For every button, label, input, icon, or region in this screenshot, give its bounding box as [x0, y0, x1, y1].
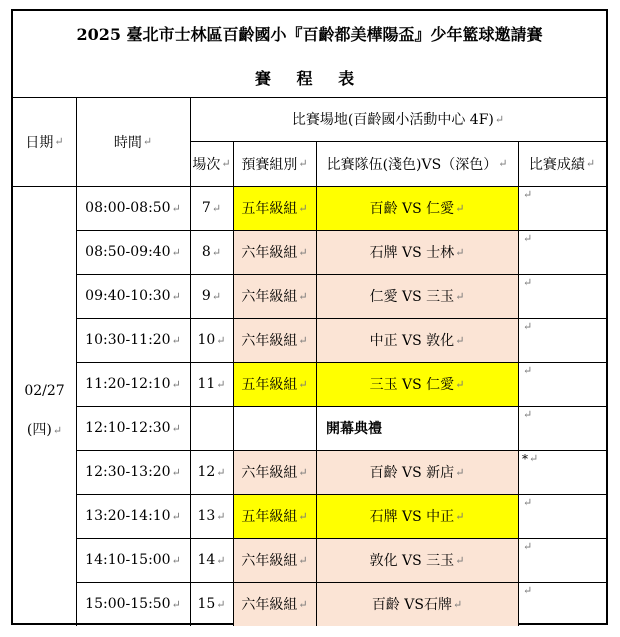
- paragraph-mark: ↵: [171, 201, 181, 215]
- paragraph-mark: ↵: [171, 597, 181, 611]
- time-cell: 10:30-11:20 ↵: [85, 332, 181, 348]
- group-cell: 六年級組 ↵: [241, 333, 308, 349]
- result-cell: [518, 318, 606, 362]
- header-result: 比賽成績 ↵: [528, 156, 596, 173]
- paragraph-mark: ↵: [529, 452, 539, 465]
- match-cell: 三玉 VS 仁愛 ↵: [369, 377, 465, 393]
- paragraph-mark: ↵: [221, 157, 231, 170]
- paragraph-mark: ↵: [171, 509, 181, 523]
- grid-line: [76, 406, 606, 407]
- grid-line: [76, 582, 606, 583]
- paragraph-mark: ↵: [523, 364, 533, 377]
- grid-line: [76, 318, 606, 319]
- header-group: 預賽組別 ↵: [241, 156, 308, 173]
- paragraph-mark: ↵: [216, 509, 226, 523]
- result-cell: [518, 274, 606, 318]
- paragraph-mark: ↵: [298, 201, 308, 215]
- paragraph-mark: ↵: [585, 157, 596, 170]
- time-cell: 14:10-15:00 ↵: [85, 552, 181, 568]
- paragraph-mark: ↵: [455, 201, 465, 215]
- paragraph-mark: ↵: [298, 465, 308, 479]
- paragraph-mark: ↵: [498, 157, 508, 170]
- time-cell: 09:40-10:30 ↵: [85, 288, 181, 304]
- time-cell: 15:00-15:50 ↵: [85, 596, 181, 612]
- paragraph-mark: ↵: [298, 597, 308, 611]
- match-cell: 百齡 VS石牌 ↵: [371, 597, 463, 613]
- result-cell: [518, 230, 606, 274]
- paragraph-mark: ↵: [171, 289, 181, 303]
- paragraph-mark: ↵: [455, 377, 465, 391]
- paragraph-mark: ↵: [523, 232, 533, 245]
- match-cell: 敦化 VS 三玉 ↵: [369, 553, 465, 569]
- group-cell: 五年級組 ↵: [241, 201, 308, 217]
- paragraph-mark: ↵: [298, 509, 308, 523]
- document-subtitle: 賽 程 表: [254, 68, 365, 88]
- result-cell: * ↵: [522, 452, 539, 466]
- result-cell: [518, 494, 606, 538]
- paragraph-mark: ↵: [455, 553, 465, 567]
- group-cell: 六年級組 ↵: [241, 245, 308, 261]
- paragraph-mark: ↵: [455, 465, 465, 479]
- grid-line: [76, 97, 77, 626]
- header-venue: 比賽場地(百齡國小活動中心 4F) ↵: [291, 112, 505, 128]
- paragraph-mark: ↵: [211, 245, 222, 259]
- game-number: 14 ↵: [197, 552, 226, 568]
- grid-line: [190, 97, 191, 626]
- game-number: 11 ↵: [197, 376, 226, 392]
- paragraph-mark: ↵: [455, 245, 465, 259]
- paragraph-mark: ↵: [142, 135, 153, 148]
- paragraph-mark: ↵: [523, 408, 533, 421]
- time-cell: 12:30-13:20 ↵: [85, 464, 181, 480]
- time-cell: 08:00-08:50 ↵: [85, 200, 181, 216]
- paragraph-mark: ↵: [298, 553, 308, 567]
- paragraph-mark: ↵: [171, 465, 181, 479]
- game-number: 13 ↵: [197, 508, 226, 524]
- date-weekday: (四)↵: [26, 422, 63, 438]
- paragraph-mark: ↵: [455, 289, 465, 303]
- header-teams: 比賽隊伍(淺色)VS（深色） ↵: [326, 156, 508, 173]
- paragraph-mark: ↵: [523, 320, 533, 333]
- match-cell: 百齡 VS 仁愛 ↵: [369, 201, 465, 217]
- paragraph-mark: ↵: [216, 465, 226, 479]
- game-number: 15 ↵: [197, 596, 226, 612]
- time-cell: 13:20-14:10 ↵: [85, 508, 181, 524]
- date-day: 02/27: [24, 383, 65, 399]
- group-cell: 六年級組 ↵: [241, 597, 308, 613]
- paragraph-mark: ↵: [298, 245, 308, 259]
- paragraph-mark: ↵: [298, 289, 308, 303]
- paragraph-mark: ↵: [216, 553, 226, 567]
- paragraph-mark: ↵: [171, 245, 181, 259]
- game-number: 10 ↵: [197, 332, 226, 348]
- grid-line: [76, 450, 606, 451]
- paragraph-mark: ↵: [523, 584, 533, 597]
- grid-line: [190, 141, 606, 142]
- group-cell: 六年級組 ↵: [241, 289, 308, 305]
- paragraph-mark: ↵: [171, 333, 181, 347]
- grid-line: [76, 494, 606, 495]
- group-cell: 五年級組 ↵: [241, 509, 308, 525]
- paragraph-mark: ↵: [523, 540, 533, 553]
- paragraph-mark: ↵: [494, 112, 505, 126]
- grid-line: [233, 141, 234, 626]
- schedule-document: [11, 9, 608, 625]
- paragraph-mark: ↵: [211, 201, 222, 215]
- time-cell: 08:50-09:40 ↵: [85, 244, 181, 260]
- ceremony-cell: 開幕典禮: [326, 421, 382, 437]
- date-cell: [13, 186, 76, 626]
- result-cell: [518, 538, 606, 582]
- paragraph-mark: ↵: [171, 553, 181, 567]
- header-game-no: 場次 ↵: [192, 156, 231, 173]
- match-cell: 百齡 VS 新店 ↵: [369, 465, 465, 481]
- paragraph-mark: ↵: [523, 496, 533, 509]
- paragraph-mark: ↵: [452, 597, 463, 611]
- result-cell: [518, 186, 606, 230]
- grid-line: [518, 141, 519, 626]
- paragraph-mark: ↵: [455, 509, 465, 523]
- time-cell: 12:10-12:30 ↵: [85, 420, 181, 436]
- game-number: 8 ↵: [201, 244, 222, 260]
- game-number: 12 ↵: [197, 464, 226, 480]
- grid-line: [76, 230, 606, 231]
- paragraph-mark: ↵: [298, 377, 308, 391]
- header-date: 日期 ↵: [25, 134, 64, 151]
- paragraph-mark: ↵: [455, 333, 465, 347]
- paragraph-mark: ↵: [171, 377, 181, 391]
- paragraph-mark: ↵: [216, 597, 226, 611]
- document-title: 2025 臺北市士林區百齡國小『百齡都美樺陽盃』少年籃球邀請賽: [76, 24, 543, 44]
- group-cell: 六年級組 ↵: [241, 465, 308, 481]
- game-number: 9 ↵: [201, 288, 222, 304]
- paragraph-mark: ↵: [211, 289, 222, 303]
- match-cell: 仁愛 VS 三玉 ↵: [369, 289, 465, 305]
- paragraph-mark: ↵: [216, 377, 226, 391]
- grid-line: [76, 362, 606, 363]
- match-cell: 石牌 VS 中正 ↵: [369, 509, 465, 525]
- grid-line: [316, 141, 317, 626]
- paragraph-mark: ↵: [171, 421, 181, 435]
- group-cell: 六年級組 ↵: [241, 553, 308, 569]
- grid-line: [76, 274, 606, 275]
- match-cell: 石牌 VS 士林 ↵: [369, 245, 465, 261]
- game-number: 7 ↵: [201, 200, 222, 216]
- result-cell: [518, 406, 606, 450]
- paragraph-mark: ↵: [216, 333, 226, 347]
- paragraph-mark: ↵: [52, 424, 63, 437]
- paragraph-mark: ↵: [523, 276, 533, 289]
- match-cell: 中正 VS 敦化 ↵: [369, 333, 465, 349]
- time-cell: 11:20-12:10 ↵: [85, 376, 181, 392]
- paragraph-mark: ↵: [54, 135, 64, 148]
- grid-line: [76, 538, 606, 539]
- paragraph-mark: ↵: [298, 157, 308, 170]
- paragraph-mark: ↵: [523, 188, 533, 201]
- paragraph-mark: ↵: [298, 333, 308, 347]
- result-cell: [518, 582, 606, 626]
- group-cell: 五年級組 ↵: [241, 377, 308, 393]
- header-time: 時間 ↵: [113, 134, 153, 151]
- result-cell: [518, 362, 606, 406]
- grid-line: [13, 97, 606, 98]
